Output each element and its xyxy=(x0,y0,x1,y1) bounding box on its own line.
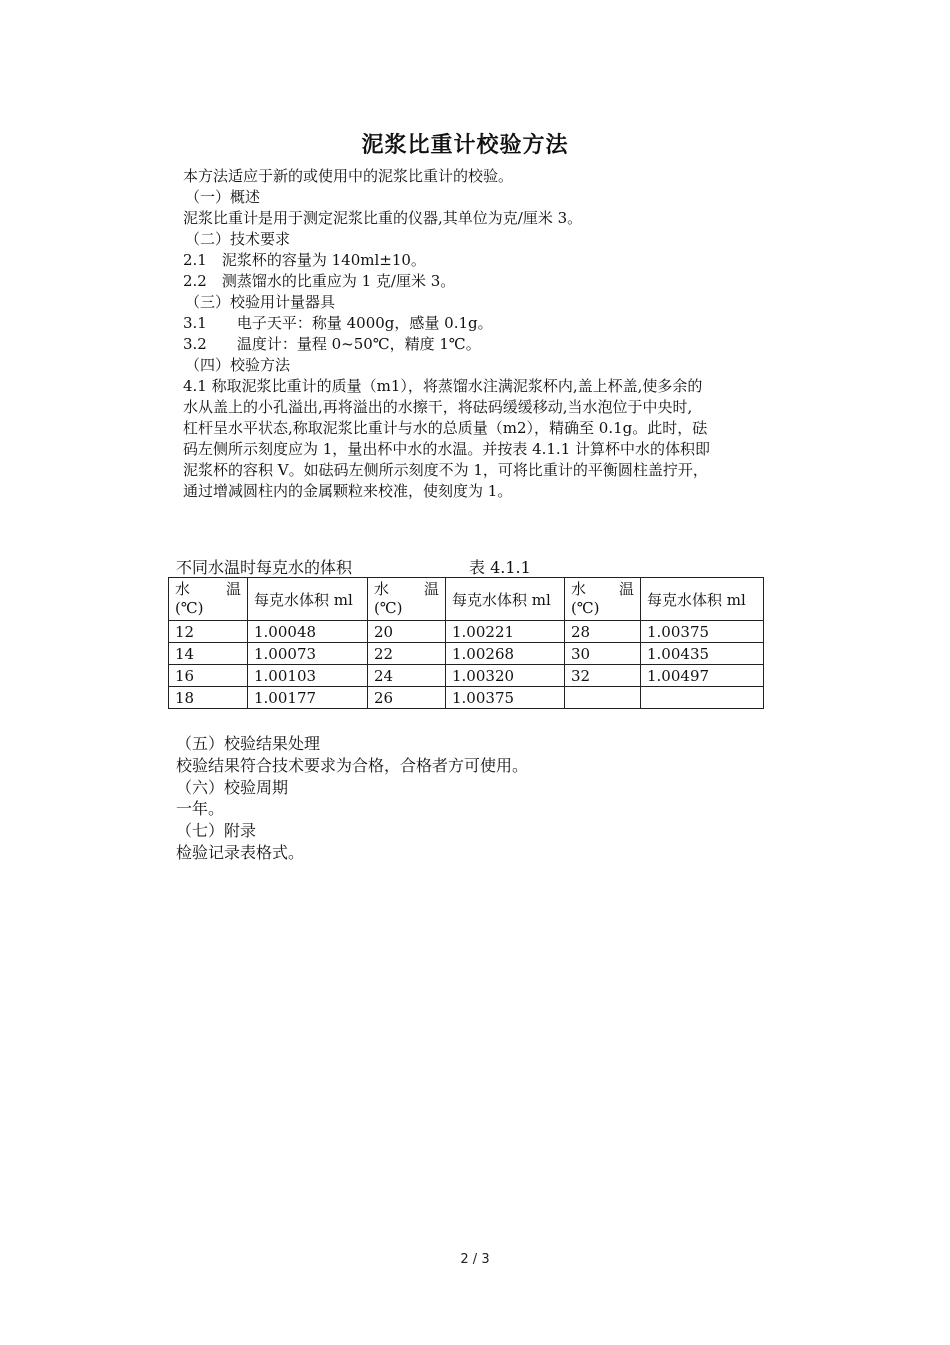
section-4-paragraph xyxy=(183,376,753,502)
table-cell: 1.00375 xyxy=(446,687,565,709)
paragraph-line: 水从盖上的小孔溢出,再将溢出的水擦干，将砝码缓缓移动,当水泡位于中央时, xyxy=(183,398,693,416)
table-cell: 1.00221 xyxy=(446,621,565,643)
table-cell: 1.00048 xyxy=(248,621,368,643)
paragraph-line: 泥浆杯的容积 V。如砝码左侧所示刻度不为 1，可将比重计的平衡圆柱盖拧开， xyxy=(183,461,708,479)
table-cell: 26 xyxy=(368,687,446,709)
section-4-heading: （四）校验方法 xyxy=(185,356,291,374)
table-row xyxy=(169,687,764,709)
table-cell: 1.00103 xyxy=(248,665,368,687)
table-cell: 1.00177 xyxy=(248,687,368,709)
paragraph-line: 4.1 称取泥浆比重计的质量（m1），将蒸馏水注满泥浆杯内,盖上杯盖,使多余的 xyxy=(183,377,703,395)
table-cell: 1.00435 xyxy=(641,643,764,665)
section-6-heading: （六）校验周期 xyxy=(176,778,289,797)
table-caption: 不同水温时每克水的体积 xyxy=(176,558,353,577)
header-water-temp: 水 温 (℃) xyxy=(565,578,641,621)
table-row xyxy=(169,621,764,643)
section-2-heading: （二）技术要求 xyxy=(185,230,291,248)
section-3-heading: （三）校验用计量器具 xyxy=(185,293,336,311)
water-volume-table xyxy=(168,577,764,709)
table-cell: 28 xyxy=(565,621,641,643)
table-row xyxy=(169,665,764,687)
table-number: 表 4.1.1 xyxy=(469,558,531,577)
table-cell: 1.00320 xyxy=(446,665,565,687)
table-cell: 1.00497 xyxy=(641,665,764,687)
table-cell: 12 xyxy=(169,621,248,643)
section-5-heading: （五）校验结果处理 xyxy=(176,734,321,753)
table-cell: 24 xyxy=(368,665,446,687)
table-cell: 22 xyxy=(368,643,446,665)
table-cell: 16 xyxy=(169,665,248,687)
table-cell: 20 xyxy=(368,621,446,643)
section-1-text: 泥浆比重计是用于测定泥浆比重的仪器,其单位为克/厘米 3。 xyxy=(183,209,583,227)
header-volume: 每克水体积 ml xyxy=(248,578,368,621)
header-volume: 每克水体积 ml xyxy=(446,578,565,621)
section-5-text: 校验结果符合技术要求为合格，合格者方可使用。 xyxy=(176,756,529,775)
paragraph-line: 杠杆呈水平状态,称取泥浆比重计与水的总质量（m2），精确至 0.1g。此时，砝 xyxy=(183,419,708,437)
table-cell xyxy=(641,687,764,709)
table-cell: 14 xyxy=(169,643,248,665)
section-3-item-2: 3.2 温度计：量程 0~50℃，精度 1℃。 xyxy=(183,335,481,353)
section-2-item-2: 2.2 测蒸馏水的比重应为 1 克/厘米 3。 xyxy=(183,272,456,290)
table-cell: 1.00268 xyxy=(446,643,565,665)
table-cell: 32 xyxy=(565,665,641,687)
section-1-heading: （一）概述 xyxy=(185,188,261,206)
table-cell: 30 xyxy=(565,643,641,665)
header-water-temp: 水 温 (℃) xyxy=(169,578,248,621)
section-7-text: 检验记录表格式。 xyxy=(176,843,305,862)
section-6-text: 一年。 xyxy=(176,799,225,818)
page-number: 2 / 3 xyxy=(460,1252,490,1267)
section-2-item-1: 2.1 泥浆杯的容量为 140ml±10。 xyxy=(183,251,426,269)
header-water-temp: 水 温 (℃) xyxy=(368,578,446,621)
table-cell: 18 xyxy=(169,687,248,709)
table-cell xyxy=(565,687,641,709)
paragraph-line: 码左侧所示刻度应为 1，量出杯中水的水温。并按表 4.1.1 计算杯中水的体积即 xyxy=(183,440,711,458)
table-row xyxy=(169,643,764,665)
intro-text: 本方法适应于新的或使用中的泥浆比重计的校验。 xyxy=(183,167,514,185)
section-3-item-1: 3.1 电子天平：称量 4000g，感量 0.1g。 xyxy=(183,314,493,332)
section-7-heading: （七）附录 xyxy=(176,821,257,840)
header-volume: 每克水体积 ml xyxy=(641,578,764,621)
table-header-row xyxy=(169,578,764,621)
table-cell: 1.00375 xyxy=(641,621,764,643)
paragraph-line: 通过增减圆柱内的金属颗粒来校准，使刻度为 1。 xyxy=(183,482,513,500)
table-cell: 1.00073 xyxy=(248,643,368,665)
document-title: 泥浆比重计校验方法 xyxy=(361,132,569,158)
